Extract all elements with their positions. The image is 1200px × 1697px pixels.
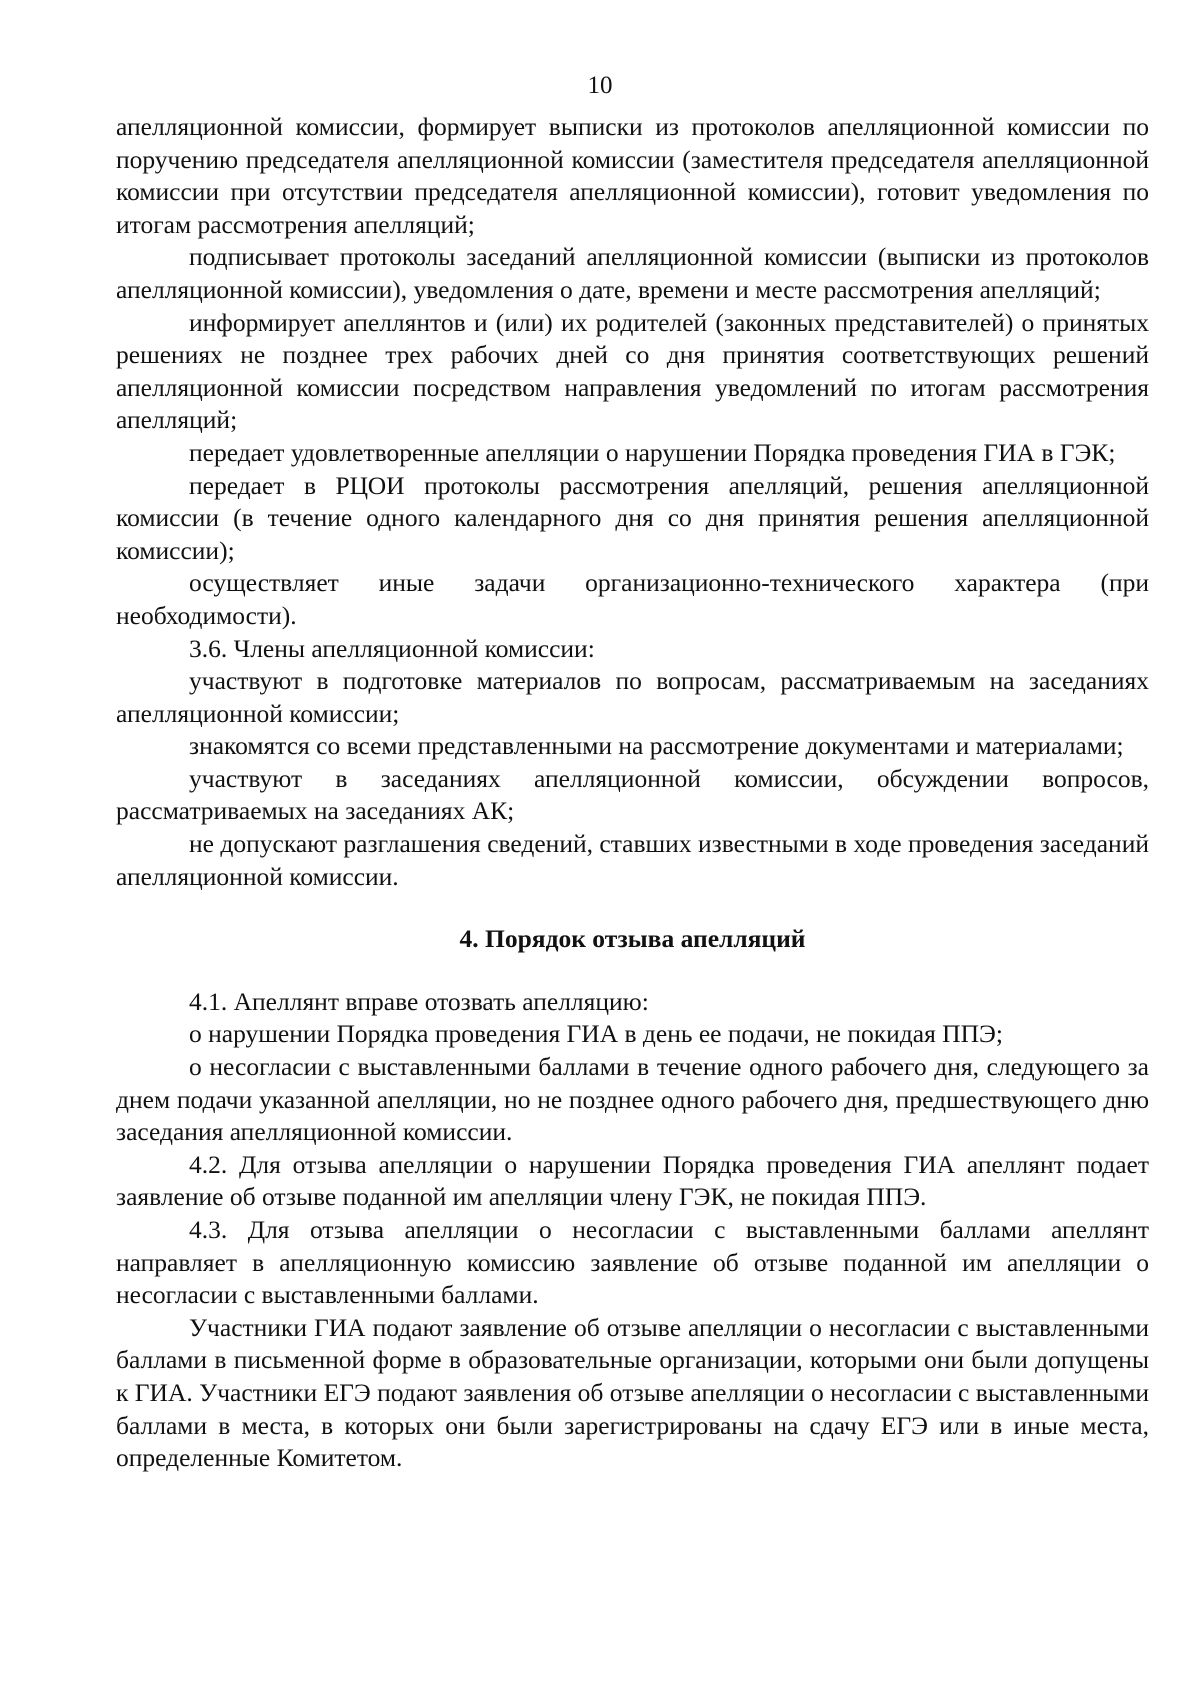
paragraph: Участники ГИА подают заявление об отзыве апелляции о несогласии с выставленными баллами в письменной форме в образовательные организации, которыми они были допущены к ГИА. Участники ЕГЭ подают заявления об отзыве апелляции о несогласии с выставленными баллами в места, в которых они были зарегистрированы на сдачу ЕГЭ или в иные места, определенные Комитетом.: [116, 1312, 1149, 1473]
paragraph: 4.3. Для отзыва апелляции о несогласии с выставленными баллами апеллянт направляет в апелляционную комиссию заявление об отзыве поданной им апелляции о несогласии с выставленными баллами.: [116, 1215, 1149, 1310]
paragraph: 4.2. Для отзыва апелляции о нарушении Порядка проведения ГИА апеллянт подает заявление об отзыве поданной им апелляции члену ГЭК, не покидая ППЭ.: [116, 1149, 1149, 1212]
paragraph: передает удовлетворенные апелляции о нарушении Порядка проведения ГИА в ГЭК;: [189, 437, 1116, 467]
paragraph: апелляционной комиссии, формирует выписки из протоколов апелляционной комиссии по поручению председателя апелляционной комиссии (заместителя председателя апелляционной комиссии при отсутствии председателя апелляционной комиссии), готовит уведомления по итогам рассмотрения апелляций;: [116, 112, 1149, 239]
paragraph: осуществляет иные задачи организационно-технического характера (при необходимости).: [116, 568, 1149, 630]
paragraph: не допускают разглашения сведений, ставших известными в ходе проведения заседаний апелляционной комиссии.: [116, 829, 1149, 891]
paragraph: о нарушении Порядка проведения ГИА в день ее подачи, не покидая ППЭ;: [189, 1019, 1003, 1049]
paragraph: передает в РЦОИ протоколы рассмотрения апелляций, решения апелляционной комиссии (в течение одного календарного дня со дня принятия решения апелляционной комиссии);: [116, 470, 1149, 565]
paragraph: участвуют в заседаниях апелляционной комиссии, обсуждении вопросов, рассматриваемых на заседаниях АК;: [116, 763, 1149, 826]
paragraph: 4.1. Апеллянт вправе отозвать апелляцию:: [189, 986, 649, 1016]
section-heading: 4. Порядок отзыва апелляций: [459, 924, 806, 954]
paragraph: о несогласии с выставленными баллами в течение одного рабочего дня, следующего за днем подачи указанной апелляции, но не позднее одного рабочего дня, предшествующего дню заседания апелляционной комиссии.: [116, 1052, 1149, 1147]
page-number: 10: [587, 72, 613, 99]
paragraph: 3.6. Члены апелляционной комиссии:: [189, 633, 595, 663]
paragraph: знакомятся со всеми представленными на рассмотрение документами и материалами;: [189, 731, 1124, 761]
paragraph: информирует апеллянтов и (или) их родителей (законных представителей) о принятых решениях не позднее трех рабочих дней со дня принятия соответствующих решений апелляционной комиссии посредством направления уведомлений по итогам рассмотрения апелляций;: [116, 307, 1149, 435]
paragraph: участвуют в подготовке материалов по вопросам, рассматриваемым на заседаниях апелляционной комиссии;: [116, 666, 1149, 728]
paragraph: подписывает протоколы заседаний апелляционной комиссии (выписки из протоколов апелляционной комиссии), уведомления о дате, времени и месте рассмотрения апелляций;: [116, 242, 1149, 304]
document-body: [116, 111, 1149, 1475]
